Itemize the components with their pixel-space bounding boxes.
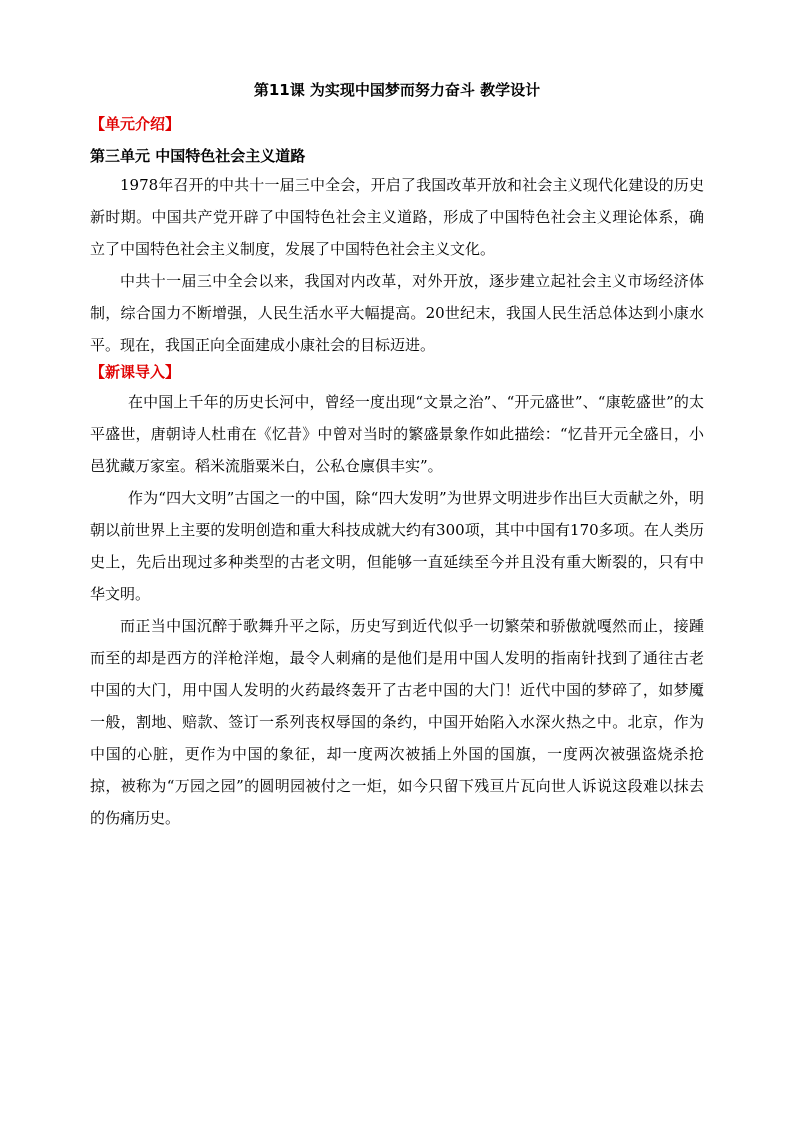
unit-intro-paragraph-1: 1978年召开的中共十一届三中全会，开启了我国改革开放和社会主义现代化建设的历史新时期。中国共产党开辟了中国特色社会主义道路，形成了中国特色社会主义理论体系，确立了中国特色社会主义制度，发展了中国特色社会主义文化。 (90, 176, 704, 258)
lesson-title: 第11课 为实现中国梦而努力奋斗 教学设计 (253, 81, 541, 99)
section-label-new-lesson: 【新课导入】 (90, 363, 181, 381)
unit-intro-paragraph-2: 中共十一届三中全会以来，我国对内改革，对外开放，逐步建立起社会主义市场经济体制，综合国力不断增强，人民生活水平大幅提高。20世纪末，我国人民生活总体达到小康水平。现在，我国正向全面建成小康社会的目标迈进。 (90, 272, 704, 354)
intro-paragraph-3: 而正当中国沉醉于歌舞升平之际，历史写到近代似乎一切繁荣和骄傲就嘎然而止，接踵而至的却是西方的洋枪洋炮，最令人刺痛的是他们是用中国人发明的指南针找到了通往古老中国的大门，用中国人发明的火药最终轰开了古老中国的大门！近代中国的梦碎了，如梦魇一般，割地、赔款、签订一系列丧权辱国的条约，中国开始陷入水深火热之中。北京，作为中国的心脏，更作为中国的象征，却一度两次被插上外国的国旗，一度两次被强盗烧杀抢掠，被称为“万园之园”的圆明园被付之一炬，如今只留下残亘片瓦向世人诉说这段难以抹去的伤痛历史。 (90, 617, 704, 827)
unit-heading: 第三单元 中国特色社会主义道路 (90, 147, 306, 165)
section-label-unit-intro: 【单元介绍】 (90, 115, 181, 133)
intro-paragraph-2: 作为“四大文明”古国之一的中国，除“四大发明”为世界文明进步作出巨大贡献之外，明朝以前世界上主要的发明创造和重大科技成就大约有300项，其中中国有170多项。在人类历史上，先后出现过多种类型的古老文明，但能够一直延续至今并且没有重大断裂的，只有中华文明。 (90, 489, 704, 603)
intro-paragraph-1: 在中国上千年的历史长河中，曾经一度出现“文景之治”、“开元盛世”、“康乾盛世”的太平盛世，唐朝诗人杜甫在《忆昔》中曾对当时的繁盛景象作如此描绘：“忆昔开元全盛日，小邑犹藏万家室。稻米流脂粟米白，公私仓廪俱丰实”。 (90, 393, 704, 475)
